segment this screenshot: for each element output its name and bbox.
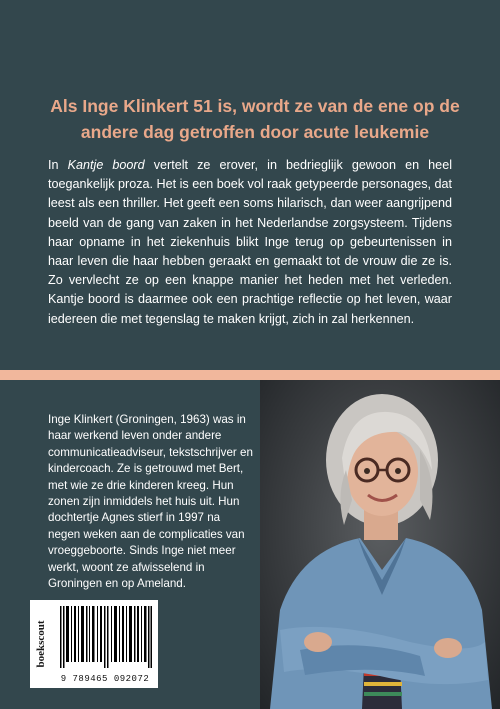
blurb-body: vertelt ze erover, in bedrieglijk gewoon en heel toegankelijk proza. Het is een boek vol raak getypeerde personages, dat leest als een thriller. Het geeft een soms hilarisch, dan weer aangrijpend beeld van de gang van zaken in het Nederlandse zorgsysteem. Tijdens haar opname in het ziekenhuis blikt Inge terug op gebeurtenissen in haar leven die haar hebben geraakt en gemaakt tot de vrouw die ze is. Zo vervlecht ze op een knappe manier het heden met het verleden. Kantje boord is daarmee ook een prachtige reflectie op het leven, waar iedereen die met tegenslag te maken krijgt, zich in zal herkennen.	[48, 158, 452, 326]
divider-stripe	[0, 370, 500, 380]
blurb-intro: In	[48, 158, 68, 172]
barcode	[52, 600, 158, 688]
barcode-bars	[60, 606, 152, 668]
author-portrait-illustration	[260, 380, 500, 709]
book-title: Kantje boord	[67, 158, 145, 172]
author-photo	[260, 380, 500, 709]
publisher-name: boekscout	[35, 620, 47, 668]
headline: Als Inge Klinkert 51 is, wordt ze van de ene op de andere dag getroffen door acute leukemie	[50, 96, 460, 142]
author-bio: Inge Klinkert (Groningen, 1963) was in haar werkend leven onder andere communicatieadviseur, tekstschrijver en kindercoach. Ze is getrouwd met Bert, met wie ze drie kinderen kreeg. Hun zonen zijn inmiddels het huis uit. Hun dochtertje Agnes stierf in 1997 na negen weken aan de complicaties van vroeggeboorte. Sinds Inge niet meer werkt, woont ze afwisselend in Groningen en op Ameland.	[48, 413, 253, 591]
blurb-text	[48, 156, 452, 329]
barcode-block	[30, 600, 158, 688]
publisher-logo	[30, 600, 52, 688]
isbn-number: 9 789465 092072	[60, 674, 150, 684]
